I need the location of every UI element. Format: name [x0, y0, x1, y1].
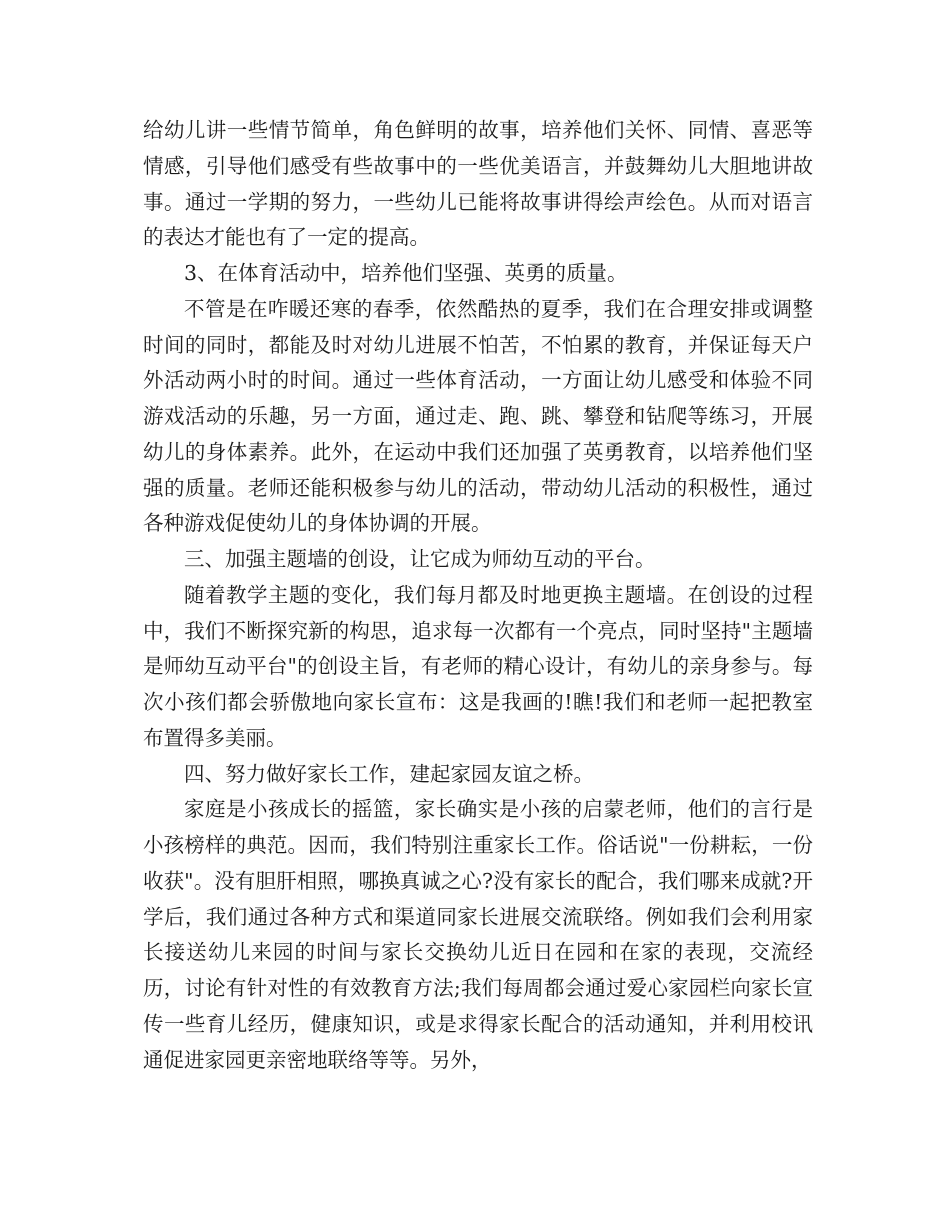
paragraph-parent-work-heading: 四、努力做好家长工作，建起家园友谊之桥。 — [184, 761, 594, 786]
paragraph-parent-work-body: 家庭是小孩成长的摇篮，家长确实是小孩的启蒙老师，他们的言行是小孩榜样的典范。因而，我们特别注重家长工作。俗话说"一份耕耘，一份收获"。没有胆肝相照，哪换真诚之心?没有家长的配合，我们哪来成就?开学后，我们通过各种方式和渠道同家长进展交流联络。例如我们会利用家长接送幼儿来园的时间与家长交换幼儿近日在园和在家的表现，交流经历，讨论有针对性的有效教育方法;我们每周都会通过爱心家园栏向家长宣传一些育儿经历，健康知识，或是求得家长配合的活动通知，并利用校讯通促进家园更亲密地联络等等。另外， — [143, 797, 813, 1072]
paragraph-theme-wall-body: 随着教学主题的变化，我们每月都及时地更换主题墙。在创设的过程中，我们不断探究新的构思，追求每一次都有一个亮点，同时坚持"主题墙是师幼互动平台"的创设主旨，有老师的精心设计，有幼儿的亲身参与。每次小孩们都会骄傲地向家长宣布：这是我画的!瞧!我们和老师一起把教室布置得多美丽。 — [143, 582, 813, 750]
paragraph-story-continuation: 给幼儿讲一些情节简单，角色鲜明的故事，培养他们关怀、同情、喜恶等情感，引导他们感受有些故事中的一些优美语言，并鼓舞幼儿大胆地讲故事。通过一学期的努力，一些幼儿已能将故事讲得绘声绘色。从而对语言的表达才能也有了一定的提高。 — [143, 118, 813, 250]
paragraph-theme-wall-heading: 三、加强主题墙的创设，让它成为师幼互动的平台。 — [184, 547, 656, 571]
paragraph-pe-body: 不管是在咋暖还寒的春季，依然酷热的夏季，我们在合理安排或调整时间的同时，都能及时对幼儿进展不怕苦，不怕累的教育，并保证每天户外活动两小时的时间。通过一些体育活动，一方面让幼儿感受和体验不同游戏活动的乐趣，另一方面，通过走、跑、跳、攀登和钻爬等练习，开展幼儿的身体素养。此外，在运动中我们还加强了英勇教育，以培养他们坚强的质量。老师还能积极参与幼儿的活动，带动幼儿活动的积极性，通过各种游戏促使幼儿的身体协调的开展。 — [143, 296, 813, 536]
document-body — [143, 113, 813, 1078]
paragraph-pe-heading: 3、在体育活动中，培养他们坚强、英勇的质量。 — [184, 261, 628, 285]
